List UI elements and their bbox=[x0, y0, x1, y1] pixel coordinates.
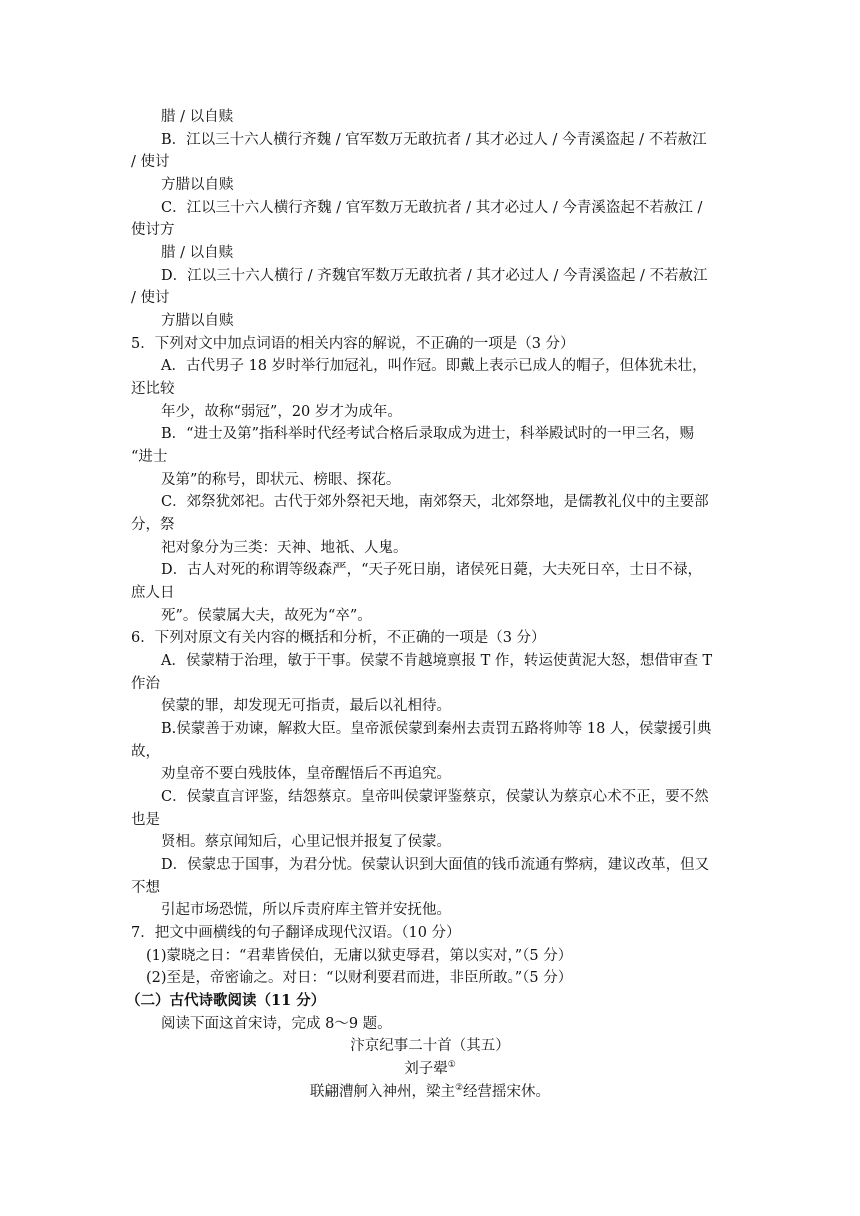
q6-option-c-line-1: C．侯蒙直言评鉴，结怨蔡京。皇帝叫侯蒙评鉴蔡京，侯蒙认为蔡京心术不正，要不然 bbox=[161, 789, 709, 805]
footnote-marker-2: ② bbox=[454, 1083, 464, 1094]
option-c-line-3: 腊 / 以自赎 bbox=[161, 245, 234, 261]
option-d-line-2: / 使讨 bbox=[131, 290, 170, 306]
q6-option-c-line-3: 贤相。蔡京闻知后，心里记恨并报复了侯蒙。 bbox=[161, 834, 451, 850]
q6-option-c-line-2: 也是 bbox=[131, 812, 160, 828]
option-b-line-2: / 使讨 bbox=[131, 154, 170, 170]
option-d-line-1: D．江以三十六人横行 / 齐魏官军数万无敢抗者 / 其才必过人 / 今青溪盗起 / 不若赦江 bbox=[161, 268, 708, 284]
q5-option-b-line-2: “进士 bbox=[131, 449, 168, 465]
option-d-line-3: 方腊以自赎 bbox=[161, 313, 234, 329]
q6-option-d-line-1: D．侯蒙忠于国事，为君分忧。侯蒙认识到大面值的钱币流通有弊病，建议改革，但又 bbox=[161, 857, 710, 873]
q6-option-a-line-1: A．侯蒙精于治理，敏于干事。侯蒙不肯越境禀报 T 作，转运使黄泥大怒，想借审查 T bbox=[161, 653, 713, 669]
poem-title: 汴京纪事二十首（其五） bbox=[350, 1038, 510, 1054]
q5-option-c-line-2: 分，祭 bbox=[131, 517, 175, 533]
q6-option-b-line-2: 故， bbox=[131, 744, 160, 760]
poem-author: 刘子翚① bbox=[404, 1060, 456, 1077]
option-c-line-1: C．江以三十六人横行齐魏 / 官军数万无敢抗者 / 其才必过人 / 今青溪盗起不若赦江 / bbox=[161, 200, 703, 216]
q5-option-d-line-2: 庶人日 bbox=[131, 585, 175, 601]
q6-option-d-line-2: 不想 bbox=[131, 880, 160, 896]
q6-option-d-line-3: 引起市场恐慌，所以斥责府库主管并安抚他。 bbox=[161, 902, 451, 918]
poetry-instruction: 阅读下面这首宋诗，完成 8～9 题。 bbox=[161, 1016, 392, 1032]
option-c-line-2: 使讨方 bbox=[131, 222, 175, 238]
q7-sentence-2: (2)至是，帝密谕之。对日：“以财利要君而进，非臣所敢。”（5 分） bbox=[146, 970, 573, 986]
option-b-line-1: B．江以三十六人横行齐魏 / 官军数万无敢抗者 / 其才必过人 / 今青溪盗起 / 不若赦江 bbox=[161, 132, 707, 148]
footnote-marker-1: ① bbox=[447, 1060, 456, 1071]
q5-option-d-line-3: 死”。侯蒙属大夫，故死为“卒”。 bbox=[161, 608, 372, 624]
question-6: 6．下列对原文有关内容的概括和分析，不正确的一项是（3 分） bbox=[131, 630, 546, 646]
question-5: 5．下列对文中加点词语的相关内容的解说，不正确的一项是（3 分） bbox=[131, 336, 575, 352]
option-a-continuation-1: 腊 / 以自赎 bbox=[161, 109, 234, 125]
q5-option-b-line-1: B．“进士及第”指科举时代经考试合格后录取成为进士，科举殿试时的一甲三名，赐 bbox=[161, 426, 694, 442]
poem-line-1: 联翩漕舸入神州，梁主②经营摇宋休。 bbox=[309, 1083, 551, 1100]
q5-option-c-line-3: 祀对象分为三类：天神、地祇、人鬼。 bbox=[161, 540, 408, 556]
q6-option-b-line-3: 劝皇帝不要白残肢体，皇帝醒悟后不再追究。 bbox=[161, 766, 451, 782]
q5-option-c-line-1: C．郊祭犹郊祀。古代于郊外祭祀天地，南郊祭天，北郊祭地，是儒教礼仪中的主要部 bbox=[161, 494, 709, 510]
q5-option-b-line-3: 及第”的称号，即状元、榜眼、探花。 bbox=[161, 472, 401, 488]
q5-option-a-line-3: 年少，故称“弱冠”，20 岁才为成年。 bbox=[161, 404, 402, 420]
q5-option-a-line-2: 还比较 bbox=[131, 381, 175, 397]
section-heading-poetry: （二）古代诗歌阅读（11 分） bbox=[126, 992, 326, 1009]
q6-option-a-line-3: 侯蒙的罪，却发现无可指责，最后以礼相待。 bbox=[161, 698, 451, 714]
q5-option-a-line-1: A．古代男子 18 岁时举行加冠礼，叫作冠。即戴上表示已成人的帽子，但体犹未壮， bbox=[161, 358, 707, 374]
q6-option-a-line-2: 作治 bbox=[131, 676, 160, 692]
q5-option-d-line-1: D．古人对死的称谓等级森严，“天子死日崩，诸侯死日薨，大夫死日卒，士日不禄， bbox=[161, 562, 703, 578]
option-b-line-3: 方腊以自赎 bbox=[161, 177, 234, 193]
q7-sentence-1: (1)蒙晓之日：“君辈皆侯伯，无庸以狱吏辱君，第以实对，”（5 分） bbox=[146, 948, 573, 964]
q6-option-b-line-1: B.侯蒙善于劝谏，解救大臣。皇帝派侯蒙到秦州去责罚五路将帅等 18 人，侯蒙援引典 bbox=[161, 721, 712, 737]
question-7: 7．把文中画横线的句子翻译成现代汉语。（10 分） bbox=[131, 925, 461, 941]
